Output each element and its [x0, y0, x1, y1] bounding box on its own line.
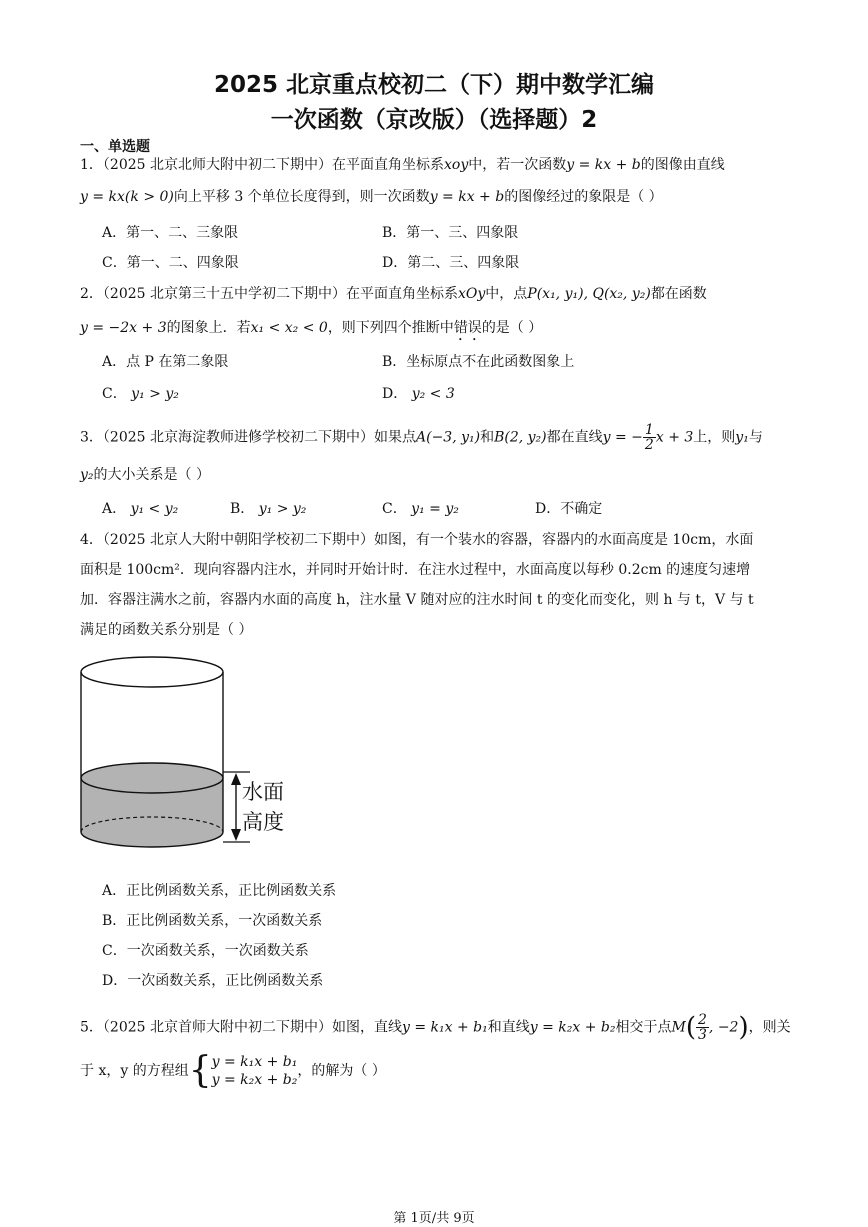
q3-option-c: [382, 498, 459, 518]
water-surface: [81, 763, 223, 793]
q5-text: 于 x，y 的方程组: [80, 1063, 189, 1079]
q5-text: 和直线: [487, 1019, 530, 1036]
container-rim: [81, 657, 223, 687]
q4-line2: 面积是 100cm²．现向容器内注水，并同时开始计时．在注水过程中，水面高度以每秒 0.2cm 的速度匀速增: [80, 562, 751, 578]
q3-math: A(−3, y₁): [416, 429, 481, 446]
option-math: y₁ > y₂: [258, 501, 307, 517]
option-label: D．: [382, 386, 408, 402]
q5-line1: [80, 1013, 791, 1042]
dimension-arrow-down: [231, 829, 241, 841]
option-label: B．: [230, 501, 255, 517]
q2-option-a: A．点 P 在第二象限: [102, 354, 229, 370]
page-footer: 第 1页/共 9页: [393, 1211, 475, 1226]
q4-line3: 加．容器注满水之前，容器内水面的高度 h，注水量 V 随对应的注水时间 t 的变化而变化，则 h 与 t，V 与 t: [80, 592, 754, 608]
option-label: C．: [382, 501, 407, 517]
q4-line1: 4．（2025 北京人大附中朝阳学校初二下期中）如图，有一个装水的容器，容器内的水面高度是 10cm，水面: [80, 532, 754, 548]
q3-text: 上，则: [693, 429, 736, 446]
q2-emphasis: 错误: [453, 320, 482, 336]
q3-text: 3．（2025 北京海淀教师进修学校初二下期中）如果点: [80, 429, 416, 446]
option-label: A．: [102, 501, 127, 517]
q5-math: y = k₁x + b₁: [402, 1019, 488, 1036]
q3-text: 和: [480, 429, 495, 446]
q3-fraction: [643, 423, 656, 452]
q1-option-b: B．第一、三、四象限: [382, 225, 519, 241]
q1-option-a: A．第一、二、三象限: [102, 225, 239, 241]
q2-text: 2．（2025 北京第三十五中学初二下期中）在平面直角坐标系: [80, 286, 458, 302]
option-math: y₂ < 3: [411, 386, 455, 402]
q3-text: 都在直线: [546, 429, 603, 446]
option-label: C．: [102, 386, 127, 402]
q1-line2: [80, 187, 663, 207]
q2-math: P(x₁, y₁), Q(x₂, y₂): [527, 286, 651, 302]
q5-text: 5．（2025 北京首师大附中初二下期中）如图，直线: [80, 1019, 402, 1036]
fraction-numerator: 1: [644, 422, 654, 438]
q3-math: y₂: [80, 467, 94, 483]
q1-math: xoy: [444, 157, 469, 173]
figure-label-water: 水面: [242, 780, 284, 804]
q3-option-d: D．不确定: [535, 501, 603, 517]
q2-math: y = −2x + 3: [80, 320, 167, 336]
q2-option-b: B．坐标原点不在此函数图象上: [382, 354, 575, 370]
q5-fraction: [696, 1013, 709, 1042]
option-math: y₁ < y₂: [130, 501, 179, 517]
q5-math: M: [671, 1019, 686, 1036]
section-heading: 一、单选题: [80, 139, 150, 155]
q1-math: y = kx(k > 0): [80, 189, 174, 205]
q1-math: y = kx + b: [566, 157, 641, 173]
q3-math: y₁: [735, 429, 749, 446]
q1-text: 向上平移 3 个单位长度得到，则一次函数: [173, 189, 430, 205]
q4-option-c: C．一次函数关系，一次函数关系: [102, 943, 309, 959]
q3-text: 与: [748, 429, 763, 446]
q3-option-b: [230, 498, 306, 518]
fraction-denominator: 3: [698, 1027, 707, 1043]
q2-text: 的是（ ）: [481, 320, 543, 336]
container-figure: [78, 652, 318, 868]
q2-text: 都在函数: [650, 286, 707, 302]
q1-option-d: D．第二、三、四象限: [382, 255, 520, 271]
q2-text: 的图象上．若: [166, 320, 251, 336]
q3-math: y = −: [602, 429, 643, 446]
fraction-numerator: 2: [698, 1012, 707, 1028]
q5-math: , −2: [708, 1019, 739, 1036]
q2-text: 中，点: [485, 286, 528, 302]
equation-2: y = k₂x + b₂: [211, 1072, 298, 1088]
equation-1: y = k₁x + b₁: [211, 1054, 298, 1070]
figure-label-height: 高度: [242, 810, 284, 834]
q3-text: 的大小关系是（ ）: [93, 467, 210, 483]
q5-line2: [80, 1050, 386, 1091]
q5-text: 相交于点: [615, 1019, 672, 1036]
q2-line1: [80, 284, 707, 304]
fraction-denominator: 2: [644, 437, 654, 453]
paren-right: ): [738, 1012, 749, 1043]
page-title-line2: 一次函数（京改版）（选择题）2: [270, 107, 598, 133]
q3-line1: [80, 423, 763, 452]
q1-text: 中，若一次函数: [468, 157, 567, 173]
q4-option-d: D．一次函数关系，正比例函数关系: [102, 973, 324, 989]
paren-left: (: [685, 1012, 696, 1043]
q2-text: ，则下列四个推断中: [327, 320, 454, 336]
q2-math: x₁ < x₂ < 0: [250, 320, 328, 336]
q3-line2: [80, 465, 210, 485]
option-math: y₁ > y₂: [131, 386, 179, 402]
q1-line1: [80, 155, 725, 175]
q3-option-a: [102, 498, 178, 518]
q5-text: ，的解为（ ）: [297, 1063, 386, 1079]
q2-option-c: [102, 383, 179, 403]
q2-line2: [80, 318, 542, 344]
q5-text: ，则关: [748, 1019, 791, 1036]
q1-option-c: C．第一、二、四象限: [102, 255, 239, 271]
equation-system: [212, 1053, 298, 1089]
option-math: y₁ = y₂: [411, 501, 459, 517]
q2-option-d: [382, 383, 455, 403]
q2-math: xOy: [458, 286, 486, 302]
q3-math: x + 3: [655, 429, 694, 446]
q4-option-a: A．正比例函数关系，正比例函数关系: [102, 883, 337, 899]
q3-math: B(2, y₂): [494, 429, 547, 446]
brace-left: {: [188, 1050, 212, 1091]
q1-math: y = kx + b: [429, 189, 505, 205]
q1-text: 的图像由直线: [640, 157, 725, 173]
dimension-arrow-up: [231, 773, 241, 785]
q1-text: 1．（2025 北京北师大附中初二下期中）在平面直角坐标系: [80, 157, 444, 173]
q4-option-b: B．正比例函数关系，一次函数关系: [102, 913, 323, 929]
q4-line4: 满足的函数关系分别是（ ）: [80, 622, 253, 638]
q1-text: 的图像经过的象限是（ ）: [504, 189, 663, 205]
page-title-line1: 2025 北京重点校初二（下）期中数学汇编: [213, 72, 655, 98]
q5-math: y = k₂x + b₂: [529, 1019, 616, 1036]
